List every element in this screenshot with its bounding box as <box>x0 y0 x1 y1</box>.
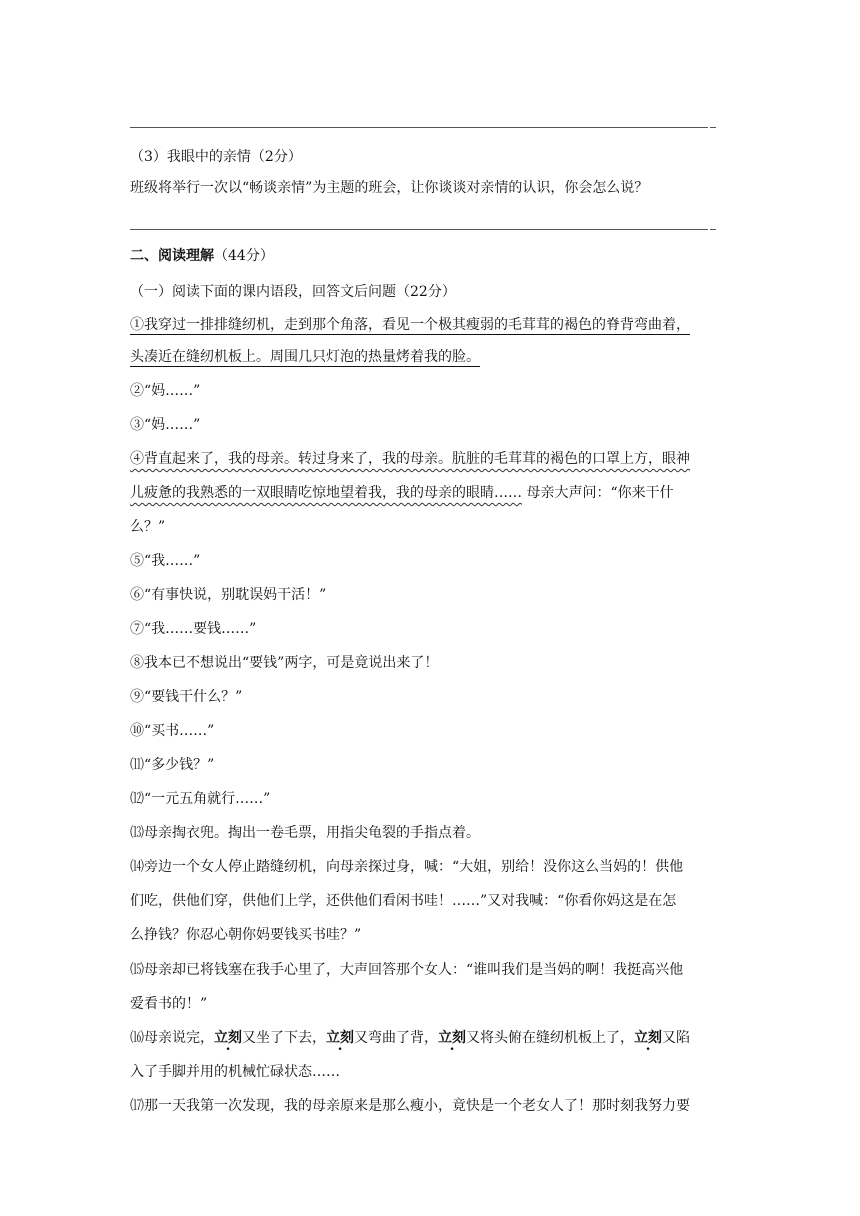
paragraph-text: ⒃母亲说完， <box>130 1030 214 1046</box>
wavy-underlined-sentence: 儿疲惫的我熟悉的一双眼睛吃惊地望着我，我的母亲的眼睛…… <box>130 485 522 501</box>
paragraph-12: ⑿“一元五角就行……” <box>130 791 271 807</box>
paragraph-5: ⑤“我……” <box>130 553 201 569</box>
question-3-label: （3）我眼中的亲情（2分） <box>130 149 302 165</box>
paragraph-text: 母亲大声问：“你来干什 <box>522 485 674 501</box>
paragraph-10: ⑩“买书……” <box>130 723 215 739</box>
emphasized-word: 立刻 <box>214 1030 242 1046</box>
document-page <box>130 0 730 1216</box>
paragraph-text: 又陷 <box>662 1030 690 1046</box>
emphasized-word: 立刻 <box>326 1030 354 1046</box>
answer-line[interactable] <box>130 229 708 230</box>
emphasized-word: 立刻 <box>438 1030 466 1046</box>
section-title: 二、阅读理解 <box>130 248 214 264</box>
paragraph-8: ⑧我本已不想说出“要钱”两字，可是竟说出来了！ <box>130 655 439 671</box>
paragraph-17-line-1: ⒄那一天我第一次发现，我的母亲原来是那么瘦小，竟快是一个老女人了！那时刻我努力要 <box>130 1098 690 1114</box>
question-3-prompt: 班级将举行一次以“畅谈亲情”为主题的班会，让你谈谈对亲情的认识，你会怎么说？ <box>130 180 649 196</box>
paragraph-text: 又将头俯在缝纫机板上了， <box>466 1030 634 1046</box>
paragraph-13: ⒀母亲掏衣兜。掏出一卷毛票，用指尖龟裂的手指点着。 <box>130 825 480 841</box>
paragraph-11: ⑾“多少钱？” <box>130 757 215 773</box>
wavy-underlined-sentence: ④背直起来了，我的母亲。转过身来了，我的母亲。肮脏的毛茸茸的褐色的口罩上方，眼神 <box>130 451 690 467</box>
paragraph-3: ③“妈……” <box>130 417 201 433</box>
paragraph-15-line-1: ⒂母亲却已将钱塞在我手心里了，大声回答那个女人：“谁叫我们是当妈的啊！我挺高兴他 <box>130 962 684 978</box>
paragraph-6: ⑥“有事快说，别耽误妈干活！” <box>130 587 327 603</box>
paragraph-16-line-2: 入了手脚并用的机械忙碌状态…… <box>130 1064 340 1080</box>
paragraph-15-line-2: 爱看书的！” <box>130 996 208 1012</box>
paragraph-1-line-1 <box>130 315 730 335</box>
paragraph-4-line-3: 么？” <box>130 519 166 535</box>
paragraph-7: ⑦“我……要钱……” <box>130 621 257 637</box>
paragraph-4-line-2 <box>130 483 730 503</box>
paragraph-2: ②“妈……” <box>130 383 201 399</box>
section-points: （44分） <box>214 248 274 264</box>
part-instruction: （一）阅读下面的课内语段，回答文后问题（22分） <box>130 284 456 300</box>
paragraph-4-line-1 <box>130 449 730 469</box>
paragraph-9: ⑨“要钱干什么？” <box>130 689 243 705</box>
paragraph-14-line-2: 们吃，供他们穿，供他们上学，还供他们看闲书哇！……”又对我喊：“你看你妈这是在怎 <box>130 893 677 909</box>
paragraph-16-line-1 <box>130 1028 730 1048</box>
underlined-sentence: ①我穿过一排排缝纫机，走到那个角落，看见一个极其瘦弱的毛茸茸的褐色的脊背弯曲着， <box>130 317 690 333</box>
emphasized-word: 立刻 <box>634 1030 662 1046</box>
paragraph-text: 又弯曲了背， <box>354 1030 438 1046</box>
paragraph-1-line-2 <box>130 347 730 367</box>
paragraph-14-line-1: ⒁旁边一个女人停止踏缝纫机，向母亲探过身，喊：“大姐，别给！没你这么当妈的！供他 <box>130 859 684 875</box>
answer-line[interactable] <box>130 127 708 128</box>
section-heading <box>130 246 730 266</box>
paragraph-14-line-3: 么挣钱？你忍心朝你妈要钱买书哇？” <box>130 927 362 943</box>
underlined-sentence: 头凑近在缝纫机板上。周围几只灯泡的热量烤着我的脸。 <box>130 349 480 365</box>
paragraph-text: 又坐了下去， <box>242 1030 326 1046</box>
